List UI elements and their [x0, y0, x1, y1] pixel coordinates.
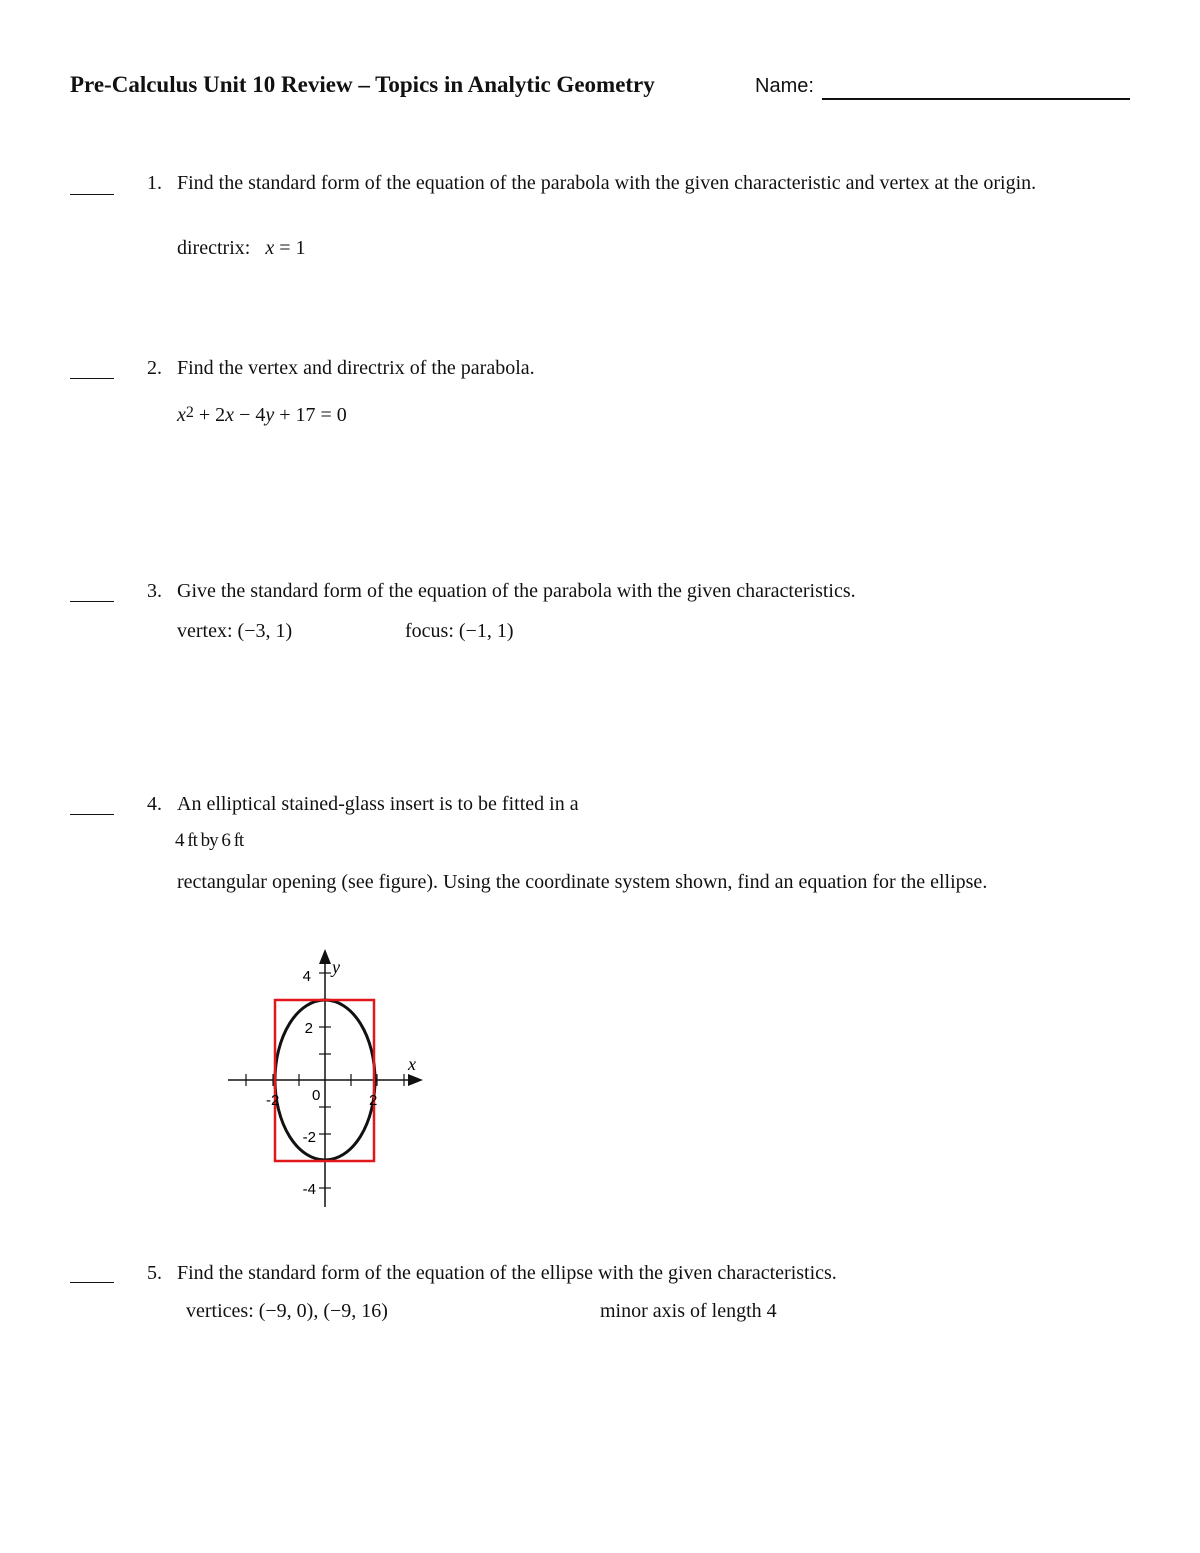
eq-x2: x	[225, 404, 235, 426]
tick-label-y-2: 2	[304, 1020, 313, 1037]
eq-x: x	[177, 404, 186, 426]
answer-blank-2[interactable]	[70, 378, 114, 379]
tick-label-y-neg4: -4	[302, 1181, 316, 1198]
tick-label-y-4: 4	[302, 968, 311, 985]
ellipse-figure	[220, 945, 440, 1215]
eq-plus-2: + 2	[193, 404, 226, 426]
answer-blank-4[interactable]	[70, 814, 114, 815]
question-2-equation	[177, 404, 347, 427]
name-field[interactable]	[822, 98, 1130, 100]
tick-label-origin: 0	[312, 1087, 321, 1104]
question-5-minor-axis: minor axis of length 4	[600, 1300, 777, 1322]
question-number-5: 5.	[147, 1262, 162, 1284]
x-axis-label: x	[408, 1054, 416, 1074]
y-axis-arrow	[319, 949, 331, 964]
question-text-4: An elliptical stained-glass insert is to be fitted in a	[177, 793, 579, 815]
x-axis-arrow	[408, 1074, 423, 1086]
eq-minus-4: − 4	[234, 404, 266, 426]
answer-blank-1[interactable]	[70, 194, 114, 195]
page-title: Pre-Calculus Unit 10 Review – Topics in Analytic Geometry	[70, 72, 655, 97]
answer-blank-5[interactable]	[70, 1282, 114, 1283]
question-text-4-continued: rectangular opening (see figure). Using the coordinate system shown, find an equation for the ellipse.	[177, 871, 988, 893]
question-text-2: Find the vertex and directrix of the parabola.	[177, 357, 535, 379]
question-number-4: 4.	[147, 793, 162, 815]
directrix-value: = 1	[274, 237, 306, 259]
question-1-directrix	[177, 237, 305, 260]
question-3-vertex: vertex: (−3, 1)	[177, 620, 293, 642]
answer-blank-3[interactable]	[70, 601, 114, 602]
question-3-focus: focus: (−1, 1)	[405, 620, 514, 642]
tick-label-x-neg2: -2	[266, 1092, 280, 1109]
question-text-3: Give the standard form of the equation of the parabola with the given characteristics.	[177, 580, 856, 602]
eq-exponent: 2	[185, 404, 194, 421]
tick-label-x-2: 2	[369, 1092, 378, 1109]
y-axis-label: y	[332, 957, 340, 977]
question-text-1: Find the standard form of the equation of the parabola with the given characteristic and vertex at the origin.	[177, 172, 1037, 194]
question-number-1: 1.	[147, 172, 162, 194]
question-5-vertices: vertices: (−9, 0), (−9, 16)	[186, 1300, 388, 1322]
question-number-3: 3.	[147, 580, 162, 602]
question-text-5: Find the standard form of the equation of the ellipse with the given characteristics.	[177, 1262, 837, 1284]
directrix-label: directrix:	[177, 237, 251, 259]
eq-rest: + 17 = 0	[274, 404, 347, 426]
tick-label-y-neg2: -2	[302, 1129, 316, 1146]
name-label: Name:	[755, 75, 814, 97]
question-number-2: 2.	[147, 357, 162, 379]
eq-y: y	[265, 404, 275, 426]
question-4-dimensions: 4 ft by 6 ft	[175, 830, 244, 851]
directrix-variable: x	[265, 237, 275, 259]
